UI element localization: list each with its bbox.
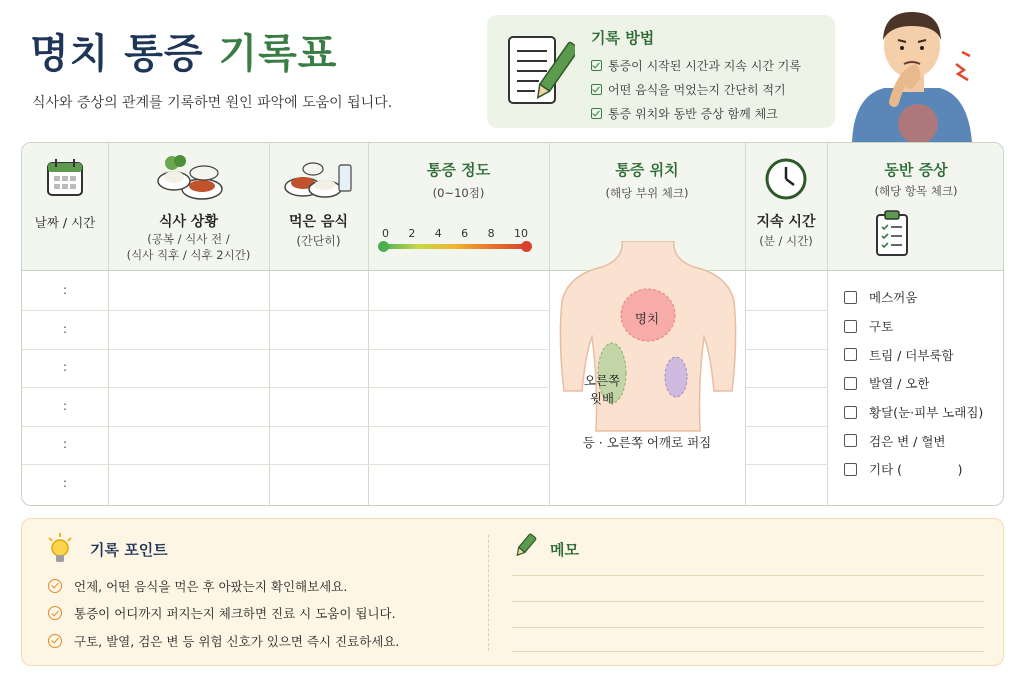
header-duration: 지속 시간	[756, 214, 816, 230]
torso-diagram	[552, 241, 744, 453]
memo-line[interactable]	[512, 575, 984, 576]
checkbox[interactable]	[844, 348, 857, 361]
tips-list	[48, 572, 399, 655]
checkbox[interactable]	[844, 291, 857, 304]
page-subtitle: 식사와 증상의 관계를 기록하면 원인 파악에 도움이 됩니다.	[32, 95, 393, 111]
col-symptoms: 동반 증상 (해당 항목 체크)	[827, 143, 1004, 505]
check-circle-icon	[48, 634, 62, 648]
symptom-item[interactable]: 구토	[844, 312, 983, 341]
check-icon	[591, 108, 602, 119]
header-meal: 식사 상황	[159, 214, 218, 230]
person-in-pain-illustration	[842, 4, 982, 142]
checkbox[interactable]	[844, 320, 857, 333]
time-cell[interactable]: :	[62, 399, 68, 413]
tips-panel	[21, 518, 1004, 666]
symptom-item[interactable]: 기타 ( )	[844, 455, 983, 484]
col-location: 통증 위치 (해당 부위 체크)	[549, 143, 745, 505]
symptom-item[interactable]: 트림 / 더부룩함	[844, 340, 983, 369]
food-bowls-icon	[283, 155, 355, 201]
label-right-upper: 오른쪽 윗배	[583, 373, 621, 406]
col-pain: 통증 정도 (0~10점) 0 2 4 6 8 10	[368, 143, 549, 505]
tips-title: 기록 포인트	[90, 541, 168, 559]
clipboard-icon	[875, 209, 909, 257]
symptom-item[interactable]: 메스꺼움	[844, 283, 983, 312]
time-cell[interactable]: :	[62, 437, 68, 451]
clock-icon	[764, 157, 808, 201]
symptom-item[interactable]: 황달(눈·피부 노래짐)	[844, 398, 983, 427]
calendar-icon	[46, 157, 84, 197]
header-date: 날짜 / 시간	[34, 215, 96, 230]
time-cell[interactable]: :	[62, 360, 68, 374]
checkbox[interactable]	[844, 463, 857, 476]
time-cell[interactable]: :	[62, 322, 68, 336]
memo-line[interactable]	[512, 601, 984, 602]
col-duration: 지속 시간 (분 / 시간)	[745, 143, 827, 505]
pain-scale-bar	[382, 244, 528, 249]
page-title	[30, 22, 337, 79]
header-pain: 통증 정도	[426, 161, 491, 179]
header-symptoms: 동반 증상	[884, 161, 948, 179]
label-spread: 등 · 오른쪽 어깨로 퍼짐	[582, 435, 712, 450]
checkbox[interactable]	[844, 406, 857, 419]
check-circle-icon	[48, 606, 62, 620]
title-accent: 기록표	[218, 31, 338, 77]
method-title: 기록 방법	[591, 29, 655, 47]
col-food: 먹은 음식 (간단히)	[269, 143, 368, 505]
tip-item: 언제, 어떤 음식을 먹은 후 아팠는지 확인해보세요.	[48, 572, 399, 600]
method-box	[487, 15, 835, 128]
pen-icon	[512, 533, 538, 559]
tip-item: 통증이 어디까지 퍼지는지 체크하면 진료 시 도움이 됩니다.	[48, 600, 399, 628]
method-item: 어떤 음식을 먹었는지 간단히 적기	[591, 77, 801, 101]
symptom-item[interactable]: 검은 변 / 혈변	[844, 426, 983, 455]
divider	[488, 535, 489, 651]
header-location: 통증 위치	[615, 161, 679, 179]
method-item: 통증 위치와 동반 증상 함께 체크	[591, 101, 801, 125]
check-circle-icon	[48, 579, 62, 593]
header-food: 먹은 음식	[289, 214, 348, 230]
method-list	[591, 53, 801, 125]
meal-plate-icon	[152, 153, 224, 203]
checkbox[interactable]	[844, 377, 857, 390]
checkbox[interactable]	[844, 434, 857, 447]
check-icon	[591, 60, 602, 71]
time-cell[interactable]: :	[62, 283, 68, 297]
col-meal: 식사 상황 (공복 / 식사 전 / (식사 직후 / 식후 2시간)	[108, 143, 269, 505]
check-icon	[591, 84, 602, 95]
symptom-item[interactable]: 발열 / 오한	[844, 369, 983, 398]
pain-scale: 0 2 4 6 8 10	[382, 227, 528, 249]
notepad-pen-icon	[505, 33, 575, 113]
symptom-checklist	[844, 283, 983, 484]
lightbulb-icon	[46, 533, 74, 565]
label-epigastric: 명치	[634, 311, 660, 326]
tip-item: 구토, 발열, 검은 변 등 위험 신호가 있으면 즉시 진료하세요.	[48, 627, 399, 655]
memo-line[interactable]	[512, 627, 984, 628]
time-cell[interactable]: :	[62, 476, 68, 490]
memo-title: 메모	[550, 541, 579, 559]
method-item: 통증이 시작된 시간과 지속 시간 기록	[591, 53, 801, 77]
title-main: 명치 통증	[30, 31, 204, 77]
record-table	[21, 142, 1004, 506]
memo-line[interactable]	[512, 651, 984, 652]
